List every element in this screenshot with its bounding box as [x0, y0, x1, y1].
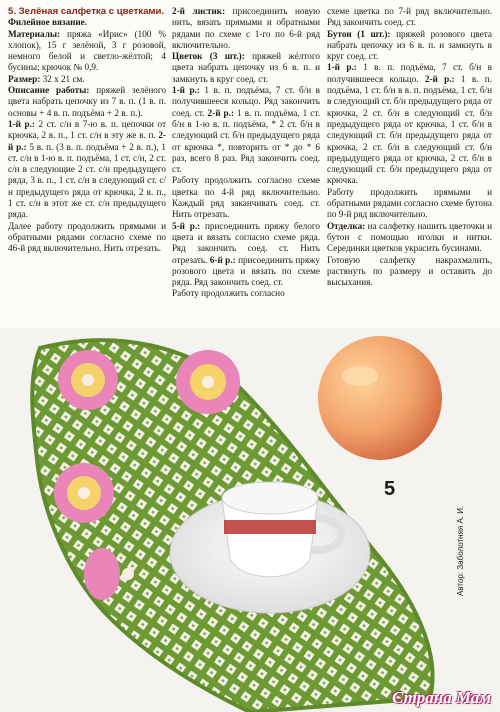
author-credit: Автор: Заболотняя А. И.	[456, 505, 465, 596]
peach	[318, 336, 442, 460]
description-label: Описание работы:	[8, 85, 90, 96]
leaf2-paragraph	[172, 6, 320, 51]
bead	[122, 568, 134, 580]
row2-label: 2-й р.:	[8, 130, 167, 152]
finish-label: Отделка:	[327, 220, 366, 231]
flower-label: Цветок (3 шт.):	[172, 51, 245, 62]
article-title: 5. Зелёная салфетка с цветками.	[8, 6, 165, 17]
row2-text: 5 в. п. (3 в. п. подъёма + 2 в. п.), 1 ст. с/н в 1-ю в. п. подъёма, 1 ст. с/н, 2 ст. с/н в следующие 2 ст. с/н предыдущего ряда, 3 в. п., 1 ст. с/н в следующий ст. с/н предыдущего ряда от крючка, 2 в. п., 1 ст. с/н в этот же ст. с/н предыдущего ряда.	[8, 141, 166, 220]
finish-paragraph	[327, 221, 492, 255]
pink-bud	[84, 548, 120, 600]
size-text: 32 x 21 см.	[40, 73, 85, 84]
f-row5-text: присоединить пряжу белого цвета и вязать согласно схеме ряда. Ряд закончить соед. ст. Нить отрезать.	[172, 220, 320, 265]
pink-flower-1	[58, 350, 118, 410]
leaf2-text: присоединить новую нить, вязать прямыми и обратными рядами по схеме с 1-го по 6-й ряд включительно.	[172, 6, 320, 50]
b-row1-label: 1-й р.:	[327, 62, 357, 73]
f-row6-label: 6-й р.:	[209, 254, 236, 265]
pink-flower-2	[176, 350, 240, 414]
b-row2-label: 2-й р.:	[424, 73, 455, 84]
doily-photo	[0, 328, 500, 712]
leaf2-label: 2-й листик:	[172, 6, 226, 16]
f-row5-label: 5-й р.:	[172, 220, 201, 231]
technique-label: Филейное вязание.	[8, 17, 88, 28]
f-row2-text: 1 в. п. подъёма, 1 ст. б/н в 1-ю в. п. подъёма, * 2 ст. б/н в следующий ст. б/н предыдущего ряда от крючка *, повторить от * до * 6 раз, всего 8 раз. Ряд закончить соед. ст.	[172, 107, 321, 175]
col2-mid: Работу продолжить согласно схеме цветка по 4-й ряд включительно. Каждый ряд заканчивать соед. ст. Нить отрезать.	[172, 175, 320, 220]
row1-paragraph	[8, 119, 166, 221]
description-text: пряжей зелёного цвета набрать цепочку из 7 в. п. (1 в. п. основы + 4 в. п. подъёма + 2 в. п.).	[8, 85, 166, 118]
materials-text: пряжа «Ирис» (100 % хлопок), 15 г зелёной, 3 г розовой, немного белой и светло-жёлтой; 4 бусины; крючок № 0,9.	[8, 28, 166, 73]
b-row1-text: 1 в. п. подъёма, 7 ст. б/н в получившееся кольцо.	[327, 62, 492, 84]
f-row2-label: 2-й р.:	[207, 107, 235, 118]
text-column-3	[327, 6, 492, 288]
row1-text: 2 ст. с/н в 7-ю в. п. цепочки от крючка, 2 в. п., 1 ст. с/н в эту же в. п.	[8, 118, 166, 141]
f-row6-text: присоединить пряжу розового цвета и вязать по схеме ряда. Ряд закончить соед. ст.	[172, 254, 320, 288]
size-label: Размер:	[8, 73, 41, 84]
col3-start: схеме цветка по 7-й ряд включительно. Ряд закончить соед. ст.	[327, 6, 492, 28]
site-watermark: Страна Мам	[392, 688, 492, 707]
page-number: 5	[384, 478, 396, 500]
finish-text: на салфетку нашить цветочки и бутон с помощью иголки и нитки. Серединки цветков украсить бусинами.	[327, 220, 492, 254]
materials-label: Материалы:	[8, 28, 61, 39]
flower-text: пряжей жёлтого цвета набрать цепочку из 6 в. п. и замкнуть в круг соед. ст.	[172, 51, 320, 84]
flower-paragraph	[172, 51, 320, 85]
b-row2-text: 1 в. п. подъёма, 1 ст. б/н в в. п. подъёма, 1 ст. б/н в следующий ст. б/н предыдущего ряда от крючка, 2 ст. б/н в следующий ст. б/н предыдущего ряда от крючка, 1 ст. б/н в следующий ст. б/н предыдущего ряда от крючка, 2 ст. б/н в следующий ст. б/н предыдущего ряда от крючка, 2 ст. б/н в следующий ст. б/н предыдущего ряда от крючка.	[327, 73, 492, 186]
bud-text: пряжей розового цвета набрать цепочку из 6 в. п. и замкнуть в круг соед. ст.	[327, 28, 492, 62]
col3-end: Готовую салфетку накрахмалить, растянуть по размеру и оставить до высыхания.	[327, 254, 492, 288]
col2-end: Работу продолжить согласно	[172, 288, 285, 299]
row1-label: 1-й р.:	[8, 118, 35, 129]
pink-flower-3	[54, 463, 114, 523]
bud-label: Бутон (1 шт.):	[327, 28, 391, 39]
text-column-1	[8, 6, 166, 255]
flower-row5-paragraph	[172, 221, 320, 289]
f-row1-label: 1-й р.:	[172, 85, 200, 96]
text-column-2	[172, 6, 320, 300]
bud-paragraph	[327, 29, 492, 63]
col3-mid: Работу продолжить прямыми и обратными рядами согласно схеме бутона по 9-й ряд включительно.	[327, 186, 492, 220]
materials-paragraph	[8, 29, 166, 74]
size-paragraph	[8, 74, 166, 85]
f-row1-text: 1 в. п. подъёма, 7 ст. б/н в получившееся кольцо. Ряд закончить соед. ст.	[172, 85, 320, 118]
col1-end: Далее работу продолжить прямыми и обратными рядами согласно схеме по 46-й ряд включительно. Нить отрезать.	[8, 220, 166, 254]
flower-rows-paragraph	[172, 85, 320, 175]
bud-rows-paragraph	[327, 62, 492, 186]
description-paragraph	[8, 85, 166, 119]
